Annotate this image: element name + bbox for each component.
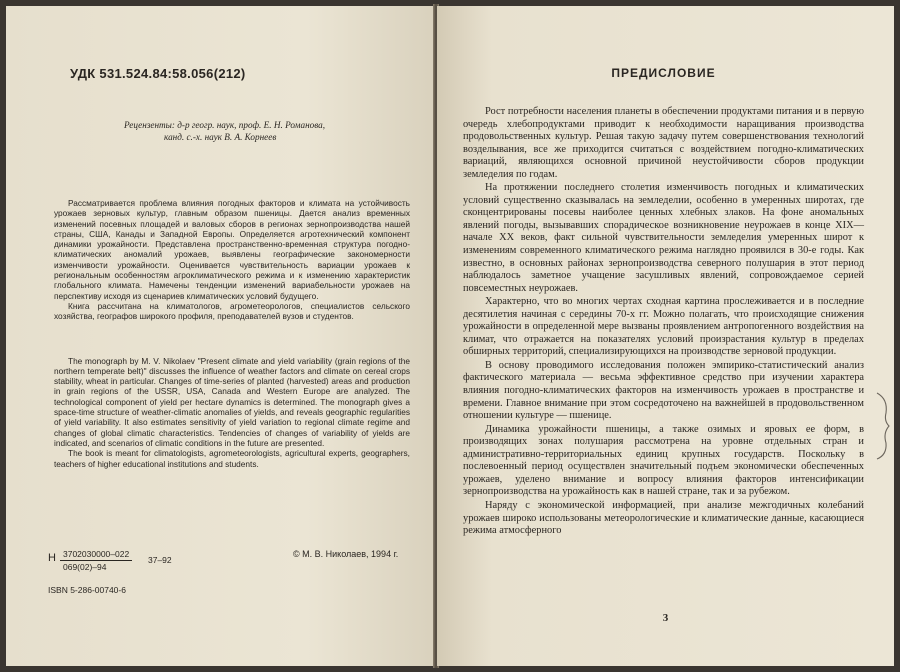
- reviewers-line-2: канд. с.-х. наук В. А. Корнеев: [164, 132, 277, 142]
- preface-title: ПРЕДИСЛОВИЕ: [611, 66, 716, 80]
- preface-paragraph: Динамика урожайности пшеницы, а также озимых и яровых ее форм, в производящих зонах полушария рассмотрена на уровне отдельных стран и административно-территориальных единиц крупных государств. Поскольку в послевоенный период осуществлен значительный подъем экономически обеспеченных урожаев, уделено внимание и вопросу влияния факторов интенсификации зернопроизводства на урожайность как в нашей стране, так и за рубежом.: [463, 423, 864, 498]
- annotation-ru-paragraph-1: Рассматривается проблема влияния погодных факторов и климата на устойчивость урожаев зерновых культур, главным образом пшеницы. Дается анализ временных изменений посевных площадей и валовых сборов в регионах зернопроизводства нашей страны, США, Канады и Западной Европы. Определяется агротехнический компонент динамики урожайности. Представлена пространственно-временная структура погодно-климатических аномалий урожаев, выявлены географические закономерности изменчивости урожайности. Оценивается чувствительность вариации урожаев к региональным особенностям агроклиматического режима и к изменению характеристик глобального климата. Намечены тенденции изменений вариабельности урожаев на перспективу исходя из сценариев климатических условий будущего.: [54, 198, 410, 301]
- right-page: [437, 6, 894, 666]
- reviewers: [124, 119, 410, 143]
- publication-code-row: [48, 548, 408, 572]
- code-numerator: 3702030000–022: [60, 548, 132, 561]
- reviewers-line-1: Рецензенты: д-р геогр. наук, проф. Е. Н. Романова,: [124, 120, 326, 130]
- annotation-russian: [54, 198, 410, 322]
- isbn: ISBN 5-286-00740-6: [48, 585, 126, 595]
- udk-code: УДК 531.524.84:58.056(212): [70, 66, 246, 81]
- preface-paragraph: Наряду с экономической информацией, при анализе межгодичных колебаний урожаев широко использованы метеорологические и климатические данные, касающиеся режима атмосферного: [463, 499, 864, 537]
- preface-paragraph: Рост потребности населения планеты в обеспечении продуктами питания и в первую очередь хлебопродуктами приводит к необходимости наращивания производства продовольственных культур. Решая такую задачу путем совершенствования технологий возделывания, все же приходится считаться с воздействием погодно-климатических вариаций, являющихся основной причиной неустойчивости сборов продукции земледелия по годам.: [463, 106, 864, 180]
- code-letter: Н: [48, 552, 56, 564]
- publication-code: [60, 548, 132, 573]
- preface-paragraph: На протяжении последнего столетия изменчивость погодных и климатических условий существенно сказывалась на земледелии, особенно в умеренных широтах, где сконцентрированы посевы наиболее ценных хлебных злаков. На фоне аномальных явлений погоды, вызывавших спорадическое возникновение неурожаев в конце XIX—начале XX веков, факт сильной чувствительности земледелия умеренных широт к изменениям современного климатического режима наглядно проявился в 30-е годы. Как известно, в основных районах зернопроизводства северного полушария в этот период наблюдалось заметное учащение засушливых явлений, сопровождаемое серией повсеместных неурожаев.: [463, 182, 864, 294]
- code-year: 37–92: [148, 555, 172, 565]
- copyright: © М. В. Николаев, 1994 г.: [293, 549, 399, 559]
- annotation-en-paragraph-1: The monograph by M. V. Nikolaev "Present climate and yield variability (grain regions of the northern temperate belt)" discusses the influence of weather factors and climate on cereal crops stability, wheat in particular. Changes of time-series of planted (harvested) areas and production in grain regions of the USSR, USA, Canada and Western Europe are analyzed. The technological component of yield per hectare dynamics is determined. The monograph gives a space-time structure of weather-climatic anomalies of yields, and reveals geographic regularities of yield variability. It also estimates sensitivity of yield variation to regional climate regime and changes of global climatic characteristics. Tendencies of changes of variability of yields are indicated, and scenarios of climatic conditions in the future are presented.: [54, 355, 410, 448]
- pencil-bracket-mark: [874, 391, 892, 461]
- preface-paragraph: В основу проводимого исследования положен эмпирико-статистический анализ фактического материала — весьма эффективное средство при изучении характера влияния погодно-климатических факторов на изменчивость урожаев в пространстве и времени. Главное внимание при этом сосредоточено на важнейшей в продовольственном отношении культуре — пшенице.: [463, 359, 864, 422]
- annotation-en-paragraph-2: The book is meant for climatologists, agrometeorologists, agricultural experts, geographers, teachers of higher educational institutions and students.: [54, 448, 410, 469]
- preface-paragraph: Характерно, что во многих чертах сходная картина прослеживается и в последние десятилетия начиная с середины 70-х гг. Можно полагать, что происходящие снижения урожайности в определенной мере вызваны проявлением антропогенного воздействия на климат, что отражается на показателях условий произрастания культур в пределах обширных территорий, специализирующихся на производстве зерновой продукции.: [463, 296, 864, 358]
- preface-body: [463, 106, 864, 538]
- imprint-block: [48, 548, 408, 595]
- code-denominator: 069(02)–94: [63, 562, 107, 572]
- annotation-ru-paragraph-2: Книга рассчитана на климатологов, агрометеорологов, специалистов сельского хозяйства, географов широкого профиля, преподавателей вузов и студентов.: [54, 300, 410, 322]
- page-number: 3: [662, 612, 669, 624]
- annotation-english: [54, 356, 410, 469]
